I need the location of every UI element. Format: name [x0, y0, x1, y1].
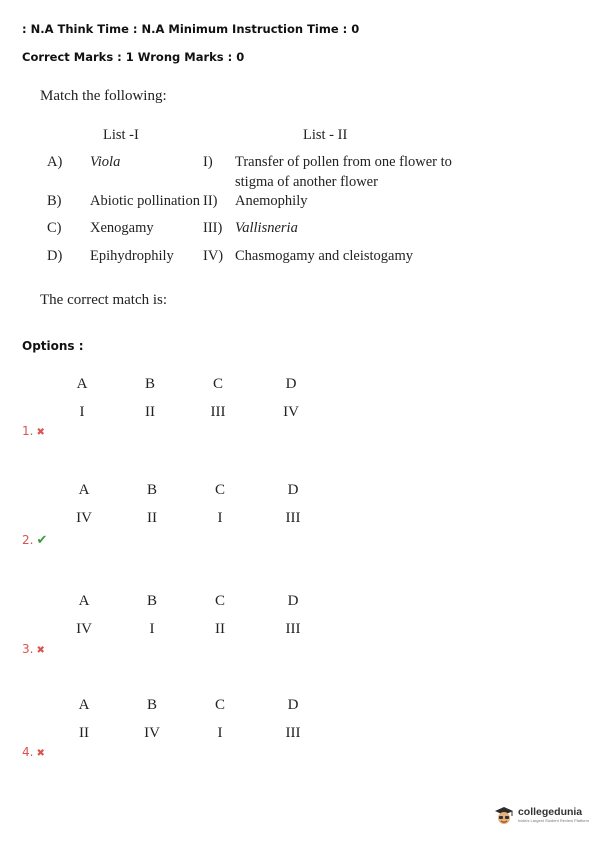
row-roman: IV): [203, 248, 224, 264]
brand-logo-block[interactable]: [493, 804, 589, 826]
col-header: A: [78, 593, 90, 609]
col-header: B: [146, 482, 157, 498]
col-header: D: [287, 482, 299, 498]
row-letter: A): [47, 154, 63, 170]
col-value: III: [285, 725, 301, 741]
row-letter: D): [47, 248, 63, 264]
list-2-item: Vallisneria: [235, 220, 298, 236]
col-value: II: [147, 510, 157, 526]
option-number: [22, 745, 45, 759]
col-value: I: [217, 510, 223, 526]
row-roman: II): [203, 193, 218, 209]
list-2-item-continued: stigma of another flower: [235, 174, 378, 190]
col-header: D: [287, 593, 299, 609]
col-header: B: [146, 697, 157, 713]
col-header: B: [144, 376, 155, 392]
col-header: D: [285, 376, 297, 392]
list-2-heading: List - II: [303, 127, 348, 143]
option-1[interactable]: [0, 376, 595, 476]
header-line-2: Correct Marks : 1 Wrong Marks : 0: [22, 50, 245, 64]
col-header: A: [76, 376, 88, 392]
option-number: [22, 424, 45, 438]
check-icon: ✔: [36, 533, 48, 548]
list-2-item: Transfer of pollen from one flower to: [235, 154, 452, 170]
list-2-item: Chasmogamy and cleistogamy: [235, 248, 413, 264]
col-header: C: [214, 697, 225, 713]
list-1-item: Epihydrophily: [90, 248, 174, 264]
question-intro: Match the following:: [40, 88, 167, 104]
list-1-item: Abiotic pollination: [90, 193, 200, 209]
cross-icon: ✖: [36, 427, 45, 438]
brand-name: collegedunia: [517, 806, 583, 818]
row-letter: B): [47, 193, 62, 209]
option-3[interactable]: [0, 593, 595, 693]
option-2[interactable]: [0, 482, 595, 582]
col-header: B: [146, 593, 157, 609]
option-4[interactable]: [0, 697, 595, 797]
option-number: [22, 642, 45, 656]
cross-icon: ✖: [36, 645, 45, 656]
col-value: I: [79, 404, 85, 420]
header-line-1: : N.A Think Time : N.A Minimum Instruction Time : 0: [22, 22, 360, 36]
col-value: II: [215, 621, 225, 637]
graduate-mascot-icon: [493, 804, 515, 826]
col-value: III: [210, 404, 226, 420]
list-2-item: Anemophily: [235, 193, 308, 209]
correct-match-prompt: The correct match is:: [40, 292, 168, 308]
col-value: II: [145, 404, 155, 420]
list-1-heading: List -I: [103, 127, 139, 143]
col-value: I: [149, 621, 155, 637]
cross-icon: ✖: [36, 748, 45, 759]
col-value: IV: [144, 725, 160, 741]
col-value: II: [79, 725, 89, 741]
col-header: C: [214, 482, 225, 498]
row-roman: III): [203, 220, 223, 236]
option-number: [22, 533, 47, 548]
col-value: III: [285, 621, 301, 637]
row-letter: C): [47, 220, 62, 236]
brand-tagline: India's Largest Student Review Platform: [517, 818, 589, 823]
col-header: C: [212, 376, 223, 392]
col-value: IV: [76, 510, 92, 526]
option-number-label: 3.: [22, 642, 34, 656]
col-header: C: [214, 593, 225, 609]
option-number-label: 1.: [22, 424, 34, 438]
col-header: D: [287, 697, 299, 713]
option-number-label: 4.: [22, 745, 34, 759]
col-header: A: [78, 697, 90, 713]
col-value: IV: [76, 621, 92, 637]
col-value: I: [217, 725, 223, 741]
option-number-label: 2.: [22, 533, 34, 547]
list-1-item: Viola: [90, 154, 121, 170]
list-1-item: Xenogamy: [90, 220, 154, 236]
row-roman: I): [203, 154, 213, 170]
col-header: A: [78, 482, 90, 498]
col-value: IV: [283, 404, 299, 420]
col-value: III: [285, 510, 301, 526]
options-label: Options :: [22, 339, 84, 353]
